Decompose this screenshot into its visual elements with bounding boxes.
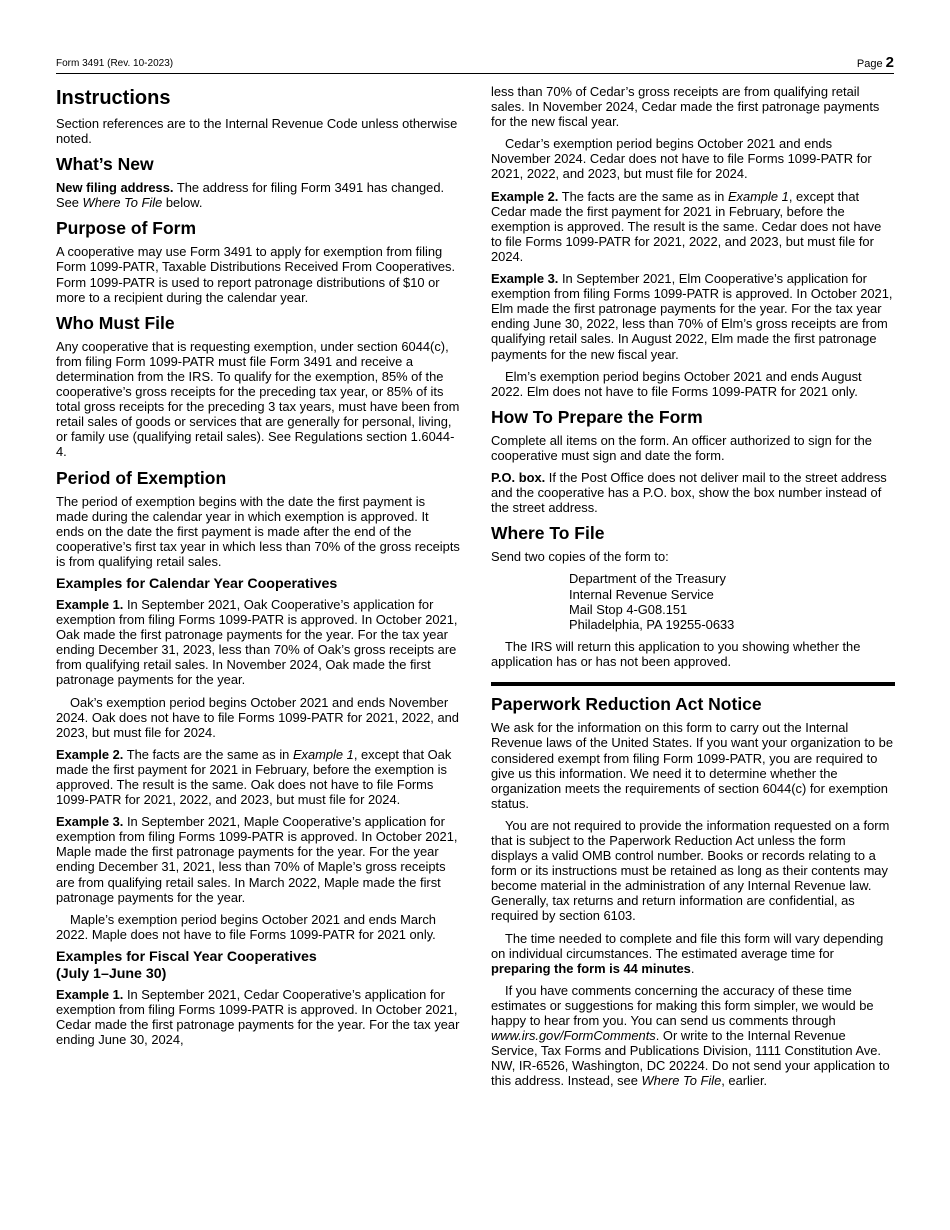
- purpose-heading: Purpose of Form: [56, 218, 197, 239]
- pra-paragraph-2: You are not required to provide the information requested on a form that is subject to the Paperwork Reduction Act unless the form displays a valid OMB control number. Books or records relating to a form or its instructions must be retained as long as their contents may become material in the administration of any Internal Revenue law. Generally, tax returns and return information are confidential, as required by section 6103.: [491, 817, 890, 924]
- example-text: The facts are the same as in: [123, 746, 293, 762]
- whats-new-text: [56, 180, 460, 210]
- pra-text: , earlier.: [721, 1073, 768, 1089]
- fiscal-example-1: [56, 987, 460, 1047]
- pra-text: .: [690, 960, 695, 976]
- example-text: In September 2021, Oak Cooperative’s application for exemption from filing Forms 1099-PATR is approved. In October 2021, Oak made the first patronage payments for the year. For the tax year ending December 31, 2023, less than 70% of Oak’s gross receipts are from qualifying retail sales. In November 2024, Oak made the first patronage payments for the year.: [56, 596, 458, 688]
- fiscal-heading-line1: Examples for Fiscal Year Cooperatives: [56, 948, 317, 965]
- mailing-address: [569, 571, 895, 632]
- where-to-file-ref: Where To File: [82, 195, 163, 211]
- whats-new-text-a: The address for filing Form 3491 has changed. See: [56, 180, 445, 211]
- example-text: The facts are the same as in: [558, 188, 728, 204]
- calendar-example-3: [56, 814, 460, 905]
- whats-new-lead: New filing address.: [56, 180, 174, 196]
- example-text: , except that Oak made the first payment for 2021 in February, before the exemption is approved. The result is the same. Oak does not have to file Forms 1099-PATR for 2021, 2022, and 2023, but must file for 2024.: [56, 746, 452, 808]
- address-line: Internal Revenue Service: [569, 586, 714, 602]
- example-lead: Example 2.: [491, 188, 559, 204]
- pra-text: If you have comments concerning the accuracy of these time estimates or suggestions for making this form simpler, we would be happy to hear from you. You can send us comments through: [491, 982, 874, 1029]
- pra-heading: Paperwork Reduction Act Notice: [491, 694, 762, 715]
- fiscal-example-1-cont: less than 70% of Cedar’s gross receipts are from qualifying retail sales. In November 2024, Cedar made the first patronage payments for the new fiscal year.: [491, 84, 880, 130]
- example-text: In September 2021, Maple Cooperative’s application for exemption from filing Forms 1099-PATR is approved. In October 2021, Maple made the first patronage payments for the year. For the year ending December 31, 2021, less than 70% of Maple’s gross receipts are from qualifying retail sales. In March 2022, Maple made the first patronage payments for the year.: [56, 814, 458, 905]
- page-number: [857, 54, 894, 71]
- right-column: [491, 84, 895, 1096]
- section-rule: [491, 682, 895, 686]
- prepare-text: Complete all items on the form. An officer authorized to sign for the cooperative must sign and date the form.: [491, 432, 872, 463]
- fiscal-examples-heading: [56, 949, 460, 983]
- address-line: Mail Stop 4-G08.151: [569, 601, 688, 617]
- fiscal-example-3: [491, 271, 895, 362]
- address-line: Department of the Treasury: [569, 571, 726, 587]
- example-ref: Example 1: [292, 746, 354, 762]
- fiscal-example-3-follow: Elm’s exemption period begins October 2021 and ends August 2022. Elm does not have to file Forms 1099-PATR for 2021 only.: [491, 368, 862, 399]
- pra-text: . Or write to the Internal Revenue Service, Tax Forms and Publications Division, 1111 Constitution Ave. NW, IR-6526, Washington, DC 20224. Do not send your application to this address. Instead, see: [491, 1028, 890, 1089]
- where-to-file-text: Send two copies of the form to:: [491, 549, 669, 565]
- example-text: In September 2021, Elm Cooperative’s application for exemption from filing Forms 1099-PATR is approved. In October 2021, Elm made the first patronage payments for the year. For the tax year ending June 30, 2022, less than 70% of Elm’s gross receipts are from qualifying retail sales. In August 2022, Elm made the first patronage payments for the new fiscal year.: [491, 271, 893, 362]
- example-text: In September 2021, Cedar Cooperative’s application for exemption from filing Forms 1099-PATR is approved. In October 2021, Cedar made the first patronage payments for the year. For the tax year ending June 30, 2024,: [56, 986, 460, 1048]
- comments-link[interactable]: www.irs.gov/FormComments: [491, 1028, 656, 1044]
- pra-bold: preparing the form is 44 minutes: [491, 960, 691, 976]
- example-lead: Example 3.: [491, 271, 559, 287]
- whats-new-heading: What’s New: [56, 154, 154, 175]
- calendar-example-2: [56, 747, 460, 807]
- where-to-file-ref: Where To File: [641, 1073, 722, 1089]
- left-column: [56, 84, 460, 1054]
- fiscal-example-1-follow: Cedar’s exemption period begins October 2021 and ends November 2024. Cedar does not have to file Forms 1099-PATR for 2021, 2022, and 2023, but must file for 2024.: [491, 136, 872, 182]
- return-text: The IRS will return this application to you showing whether the application has or has not been approved.: [491, 639, 861, 670]
- who-must-file-heading: Who Must File: [56, 312, 175, 333]
- whats-new-text-b: below.: [162, 195, 203, 211]
- form-id: Form 3491 (Rev. 10-2023): [56, 58, 174, 69]
- calendar-example-1: [56, 597, 460, 688]
- calendar-example-1-follow: Oak’s exemption period begins October 2021 and ends November 2024. Oak does not have to file Forms 1099-PATR for 2021, 2022, and 2023, but must file for 2024.: [56, 694, 459, 740]
- where-to-file-heading: Where To File: [491, 523, 605, 544]
- page-num: 2: [885, 54, 894, 71]
- pra-paragraph-3: [491, 931, 895, 976]
- pobox-body: If the Post Office does not deliver mail to the street address and the cooperative has a P.O. box, show the box number instead of the street address.: [491, 469, 887, 516]
- example-ref: Example 1: [727, 188, 789, 204]
- page-label: Page: [856, 58, 883, 70]
- period-text: The period of exemption begins with the date the first payment is made during the calendar year in which exemption is approved. It ends on the date the first payment is made after the end of the cooperative’s first tax year in which less than 70% of the gross receipts is from qualifying retail sales.: [56, 493, 460, 569]
- example-lead: Example 1.: [56, 986, 124, 1002]
- fiscal-heading-line2: (July 1–June 30): [56, 965, 167, 982]
- calendar-example-3-follow: Maple’s exemption period begins October 2021 and ends March 2022. Maple does not have to file Forms 1099-PATR for 2021 only.: [56, 911, 436, 942]
- header-rule: [56, 73, 894, 74]
- intro-text: Section references are to the Internal Revenue Code unless otherwise noted.: [56, 116, 458, 147]
- pra-paragraph-1: We ask for the information on this form to carry out the Internal Revenue laws of the United States. If you want your organization to be considered exempt from filing Form 1099-PATR, you are required to give us this information. We need it to determine whether the organization meets the requirements of section 6044(c) for exemption status.: [491, 720, 893, 811]
- who-must-file-text: Any cooperative that is requesting exemption, under section 6044(c), from filing Form 1099-PATR must file Form 3491 and receive a determination from the IRS. To qualify for the exemption, 85% of the cooperative’s gross receipts for the preceding tax year, or 85% of its total gross receipts for the preceding 3 tax years, must have been from retail sales of goods or services that are generally for personal, living, or family use (qualifying retail sales). See Regulations section 1.6044-4.: [56, 338, 460, 460]
- fiscal-example-2: [491, 189, 895, 264]
- pobox-lead: P.O. box.: [491, 469, 546, 485]
- example-text: , except that Cedar made the first payment for 2021 in February, before the exemption is approved. The result is the same. Cedar does not have to file Forms 1099-PATR for 2021, 2022, and 2023, but must file for 2024.: [491, 188, 882, 264]
- pobox-text: [491, 470, 895, 515]
- prepare-heading: How To Prepare the Form: [491, 406, 703, 427]
- page-title: Instructions: [56, 87, 171, 109]
- example-lead: Example 1.: [56, 596, 124, 612]
- pra-paragraph-4: [491, 983, 895, 1089]
- purpose-text: A cooperative may use Form 3491 to apply for exemption from filing Form 1099-PATR, Taxable Distributions Received From Cooperatives. Form 1099-PATR is used to report patronage distributions of $10 or more to a recipient during the calendar year.: [56, 244, 456, 305]
- period-heading: Period of Exemption: [56, 467, 227, 488]
- example-lead: Example 3.: [56, 814, 124, 830]
- pra-text: The time needed to complete and file this form will vary depending on individual circumstances. The estimated average time for: [491, 930, 884, 961]
- calendar-examples-heading: Examples for Calendar Year Cooperatives: [56, 575, 338, 592]
- address-line: Philadelphia, PA 19255-0633: [569, 616, 735, 632]
- example-lead: Example 2.: [56, 746, 124, 762]
